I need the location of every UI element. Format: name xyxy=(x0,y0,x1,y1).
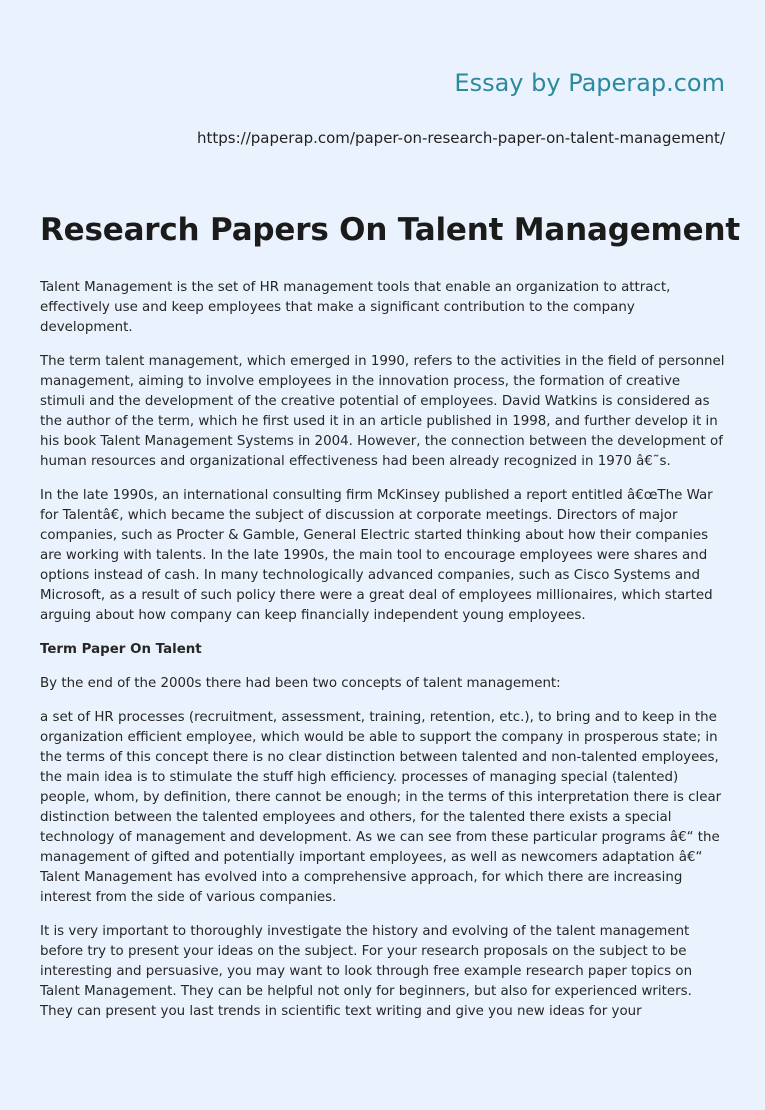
section-heading: Term Paper On Talent xyxy=(40,642,202,657)
paragraph: a set of HR processes (recruitment, assessment, training, retention, etc.), to bring and to keep in the organization efficient employee, which would be able to support the company in prosperous state; in the terms of this concept there is no clear distinction between talented and non-talented employees, the main idea is to stimulate the stuff high efficiency. processes of managing special (talented) people, whom, by definition, there cannot be enough; in the terms of this interpretation there is clear distinction between the talented employees and others, for the talented there exists a special technology of management and development. As we can see from these particular programs â€“ the management of gifted and potentially important employees, as well as newcomers adaptation â€“ Talent Management has evolved into a comprehensive approach, for which there are increasing interest from the side of various companies. xyxy=(40,710,722,905)
page-url[interactable]: https://paperap.com/paper-on-research-paper-on-talent-management/ xyxy=(197,129,725,147)
paragraph: In the late 1990s, an international consulting firm McKinsey published a report entitled â€œThe War for Talentâ€, which became the subject of discussion at corporate meetings. Directors of major companies, such as Procter & Gamble, General Electric started thinking about how their companies are working with talents. In the late 1990s, the main tool to encourage employees were shares and options instead of cash. In many technologically advanced companies, such as Cisco Systems and Microsoft, as a result of such policy there were a great deal of employees millionaires, which started arguing about how company can keep financially independent young employees. xyxy=(40,488,713,623)
paragraph: It is very important to thoroughly investigate the history and evolving of the talent management before try to present your ideas on the subject. For your research proposals on the subject to be interesting and persuasive, you may want to look through free example research paper topics on Talent Management. They can be helpful not only for beginners, but also for experienced writers. They can present you last trends in scientific text writing and give you new ideas for your xyxy=(40,924,693,1019)
site-brand[interactable]: Essay by Paperap.com xyxy=(454,69,725,97)
paragraph: By the end of the 2000s there had been two concepts of talent management: xyxy=(40,676,561,691)
paragraph: The term talent management, which emerged in 1990, refers to the activities in the field of personnel management, aiming to involve employees in the innovation process, the formation of creative stimuli and the development of the creative potential of employees. David Watkins is considered as the author of the term, which he first used it in an article published in 1998, and further develop it in his book Talent Management Systems in 2004. However, the connection between the development of human resources and organizational effectiveness had been already recognized in 1970 â€˜s. xyxy=(40,354,725,469)
essay-body xyxy=(40,278,726,1036)
page-title: Research Papers On Talent Management xyxy=(40,212,740,248)
paragraph: Talent Management is the set of HR management tools that enable an organization to attract, effectively use and keep employees that make a significant contribution to the company development. xyxy=(40,280,671,335)
